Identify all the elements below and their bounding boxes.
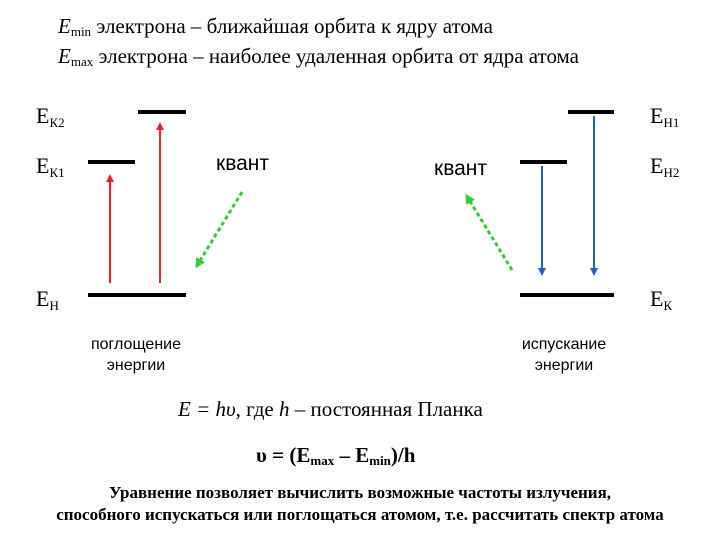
label-eh: $E_Н$ [36, 286, 59, 313]
definition-emin: $E_{min}$ электрона – ближайшая орбита к ядру атома [58, 14, 493, 39]
formula-frequency: $\upsilon = (E_{max} - E_{min})/h$ [256, 443, 416, 468]
label-eh2: $E_{Н2}$ [650, 153, 680, 180]
caption-absorption: поглощение энергии [90, 336, 181, 374]
quantum-label-left: квант [216, 152, 270, 175]
definition-emax: $E_{max}$ электрона – наиболее удаленная орбита от ядра атома [58, 44, 580, 69]
quantum-label-right: квант [434, 157, 488, 180]
quantum-arrow-right [468, 198, 512, 270]
label-eh1: $E_{Н1}$ [650, 103, 680, 130]
label-ek1: $E_{К1}$ [36, 153, 65, 180]
bottom-explanation: Уравнение позволяет вычислить возможные частоты излучения, способного испускаться или поглощаться атомом, т.е. рассчитать спектр атома [56, 483, 664, 524]
caption-emission: испускание энергии [521, 336, 607, 374]
quantum-arrow-left [198, 192, 242, 264]
formula-planck: E = hυ, где h – постоянная Планка [178, 397, 483, 421]
label-ek: $E_К$ [650, 286, 673, 313]
label-ek2: $E_{К2}$ [36, 103, 65, 130]
